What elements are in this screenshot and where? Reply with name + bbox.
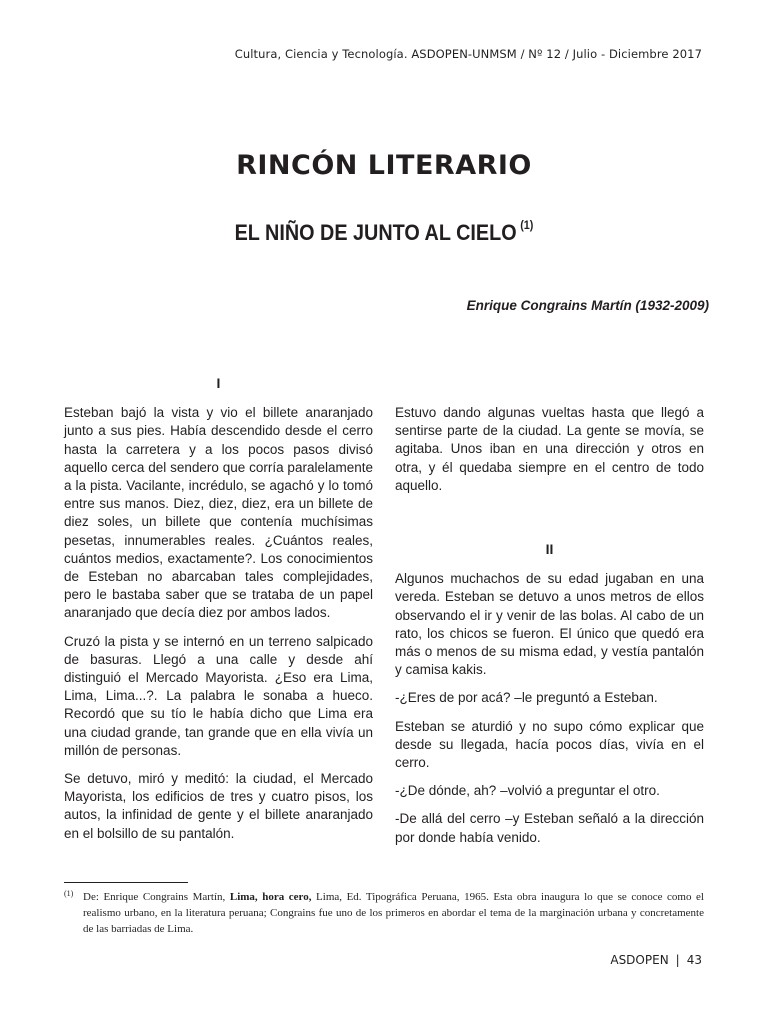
footer-journal: ASDOPEN [610,953,669,967]
paragraph: -De allá del cerro –y Esteban señaló a la dirección por donde había venido. [395,811,704,845]
paragraph: Esteban bajó la vista y vio el billete anaranjado junto a sus pies. Había descendido desde el cerro hasta la carretera y a los pocos pasos divisó aquello cerca del sendero que corría paralelamente a la pista. Vacilante, incrédulo, se agachó y lo tomó entre sus manos. Diez, diez, diez, era un billete de diez soles, un billete que contenía muchísimas pesetas, innumerables reales. ¿Cuántos reales, cuántos medios, exactamente?. Los conocimientos de Esteban no abarcaban tales complejidades, pero le bastaba saber que se trataba de un papel anaranjado que decía diez por ambos lados. [64,405,373,621]
paragraph: Se detuvo, miró y meditó: la ciudad, el Mercado Mayorista, los edificios de tres y cuatro pisos, los autos, la infinidad de gente y el billete anaranjado en el bolsillo de su pantalón. [64,771,373,841]
page-footer [610,953,702,967]
section-title: RINCÓN LITERARIO [236,150,532,181]
paragraph: -¿De dónde, ah? –volvió a preguntar el otro. [395,783,660,799]
paragraph: Esteban se aturdió y no supo cómo explicar que desde su llegada, hacía pocos días, vivía en el cerro. [395,718,704,771]
part-heading-1: I [216,375,221,391]
footnote [64,889,704,937]
paragraph: -¿Eres de por acá? –le preguntó a Esteban. [395,690,658,706]
story-title-text: EL NIÑO DE JUNTO AL CIELO [234,220,517,245]
footer-separator: | [675,953,680,967]
column-left [64,374,373,853]
footnote-book-title: Lima, hora cero, [229,891,312,903]
page-number: 43 [686,953,702,967]
title-footnote-ref[interactable]: (1) [520,218,534,232]
paragraph: Cruzó la pista y se internó en un terreno salpicado de basuras. Llegó a una calle y desde ahí distinguió el Mercado Mayorista. ¿Eso era Lima, Lima, Lima...?. La palabra le sonaba a hueco. Recordó que su tío le había dicho que Lima era una ciudad grande, tan grande que en ella vivía un millón de personas. [64,633,373,758]
story-title [38,220,729,246]
footnote-mark: (1) [64,889,74,898]
author-byline: Enrique Congrains Martín (1932-2009) [466,298,709,313]
footnote-lead: De: Enrique Congrains Martín, [83,891,226,903]
footnote-rest: Lima, Ed. Tipográfica Peruana, 1965. Esta obra inaugura lo que se conoce como el realismo urbano, en la literatura peruana; Congrains fue uno de los primeros en abordar el tema de la marginación urbana y concretamente de las barriadas de Lima. [83,891,704,935]
paragraph: Algunos muchachos de su edad jugaban en una vereda. Esteban se detuvo a unos metros de ellos observando el ir y venir de las bolas. Al cabo de un rato, los chicos se fueron. El único que quedó era más o menos de su misma edad, y vestía pantalón y camisa kakis. [395,571,704,678]
part-heading-2: II [545,541,554,557]
running-header: Cultura, Ciencia y Tecnología. ASDOPEN-UNMSM / Nº 12 / Julio - Diciembre 2017 [234,47,702,61]
footnote-divider [64,882,188,883]
column-right-top [395,404,704,505]
column-right-bottom [395,540,704,857]
footnote-text [83,889,704,937]
paragraph: Estuvo dando algunas vueltas hasta que llegó a sentirse parte de la ciudad. La gente se movía, se agitaba. Unos iban en una dirección y otros en otra, y él quedaba siempre en el centro de todo aquello. [395,405,704,493]
